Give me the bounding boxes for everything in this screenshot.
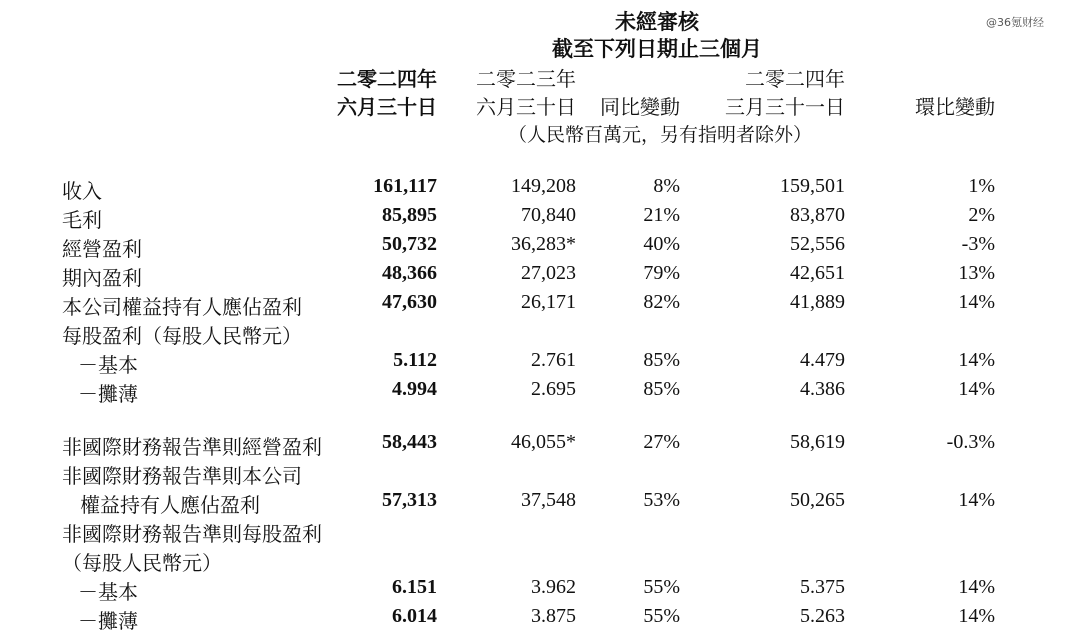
row-label: 非國際財務報告準則經營盈利 <box>62 437 322 459</box>
qoq-change: 13% <box>958 262 995 284</box>
row-label: （每股人民幣元） <box>62 553 222 575</box>
value-2024-q1: 4.479 <box>800 349 845 371</box>
row-label: －攤薄 <box>78 384 138 406</box>
yoy-change: 55% <box>643 576 680 598</box>
value-2023-q2: 26,171 <box>521 291 576 313</box>
col-yoy-header: 同比變動 <box>600 97 680 119</box>
yoy-change: 82% <box>643 291 680 313</box>
value-2024-q1: 83,870 <box>790 204 845 226</box>
value-2023-q2: 27,023 <box>521 262 576 284</box>
table-row <box>0 262 1080 291</box>
yoy-change: 85% <box>643 349 680 371</box>
row-label: －基本 <box>78 355 138 377</box>
value-2024-q1: 52,556 <box>790 233 845 255</box>
qoq-change: -3% <box>961 233 995 255</box>
table-row <box>0 320 1080 349</box>
table-row <box>0 378 1080 407</box>
qoq-change: 2% <box>968 204 995 226</box>
yoy-change: 55% <box>643 605 680 627</box>
value-2024-q1: 4.386 <box>800 378 845 400</box>
col-2024-header-line1: 二零二四年 <box>337 69 437 91</box>
row-label: 毛利 <box>62 210 102 232</box>
qoq-change: -0.3% <box>946 431 995 453</box>
col-2024-header-line2: 六月三十日 <box>337 97 437 119</box>
row-label: 收入 <box>62 181 102 203</box>
table-row <box>0 576 1080 605</box>
value-2023-q2: 46,055* <box>511 431 576 453</box>
header-title: 未經審核 <box>615 10 699 34</box>
value-2023-q2: 36,283* <box>511 233 576 255</box>
value-2023-q2: 3.962 <box>531 576 576 598</box>
value-2024-q2: 50,732 <box>382 233 437 255</box>
watermark: @36氪财经 <box>986 16 1044 29</box>
yoy-change: 85% <box>643 378 680 400</box>
qoq-change: 14% <box>958 489 995 511</box>
value-2024-q2: 4.994 <box>392 378 437 400</box>
value-2023-q2: 2.761 <box>531 349 576 371</box>
value-2024-q2: 48,366 <box>382 262 437 284</box>
qoq-change: 14% <box>958 349 995 371</box>
yoy-change: 79% <box>643 262 680 284</box>
value-2024-q1: 5.263 <box>800 605 845 627</box>
value-2024-q2: 6.151 <box>392 576 437 598</box>
unit-note: （人民幣百萬元，另有指明者除外） <box>508 125 813 146</box>
value-2024-q1: 5.375 <box>800 576 845 598</box>
yoy-change: 53% <box>643 489 680 511</box>
value-2023-q2: 37,548 <box>521 489 576 511</box>
yoy-change: 40% <box>643 233 680 255</box>
value-2024-q2: 161,117 <box>373 175 437 197</box>
col-q1-header-line2: 三月三十一日 <box>725 97 845 119</box>
row-label: 權益持有人應佔盈利 <box>80 495 260 517</box>
table-row <box>0 204 1080 233</box>
table-row <box>0 431 1080 460</box>
col-qoq-header: 環比變動 <box>915 97 995 119</box>
value-2024-q1: 41,889 <box>790 291 845 313</box>
qoq-change: 14% <box>958 605 995 627</box>
value-2024-q1: 58,619 <box>790 431 845 453</box>
row-label: 非國際財務報告準則每股盈利 <box>62 524 322 546</box>
table-row <box>0 175 1080 204</box>
col-q1-header-line1: 二零二四年 <box>745 69 845 91</box>
table-row <box>0 518 1080 547</box>
table-row <box>0 349 1080 378</box>
header-subtitle: 截至下列日期止三個月 <box>552 37 762 61</box>
value-2023-q2: 149,208 <box>511 175 576 197</box>
table-row <box>0 460 1080 489</box>
qoq-change: 14% <box>958 378 995 400</box>
row-label: 期內盈利 <box>62 268 142 290</box>
yoy-change: 21% <box>643 204 680 226</box>
value-2024-q2: 6.014 <box>392 605 437 627</box>
yoy-change: 8% <box>653 175 680 197</box>
qoq-change: 1% <box>968 175 995 197</box>
row-label: －基本 <box>78 582 138 604</box>
table-row <box>0 489 1080 518</box>
value-2024-q1: 42,651 <box>790 262 845 284</box>
yoy-change: 27% <box>643 431 680 453</box>
col-2023-header-line1: 二零二三年 <box>476 69 576 91</box>
table-row <box>0 291 1080 320</box>
value-2024-q2: 47,630 <box>382 291 437 313</box>
value-2024-q1: 159,501 <box>780 175 845 197</box>
value-2023-q2: 2.695 <box>531 378 576 400</box>
table-row <box>0 547 1080 576</box>
value-2023-q2: 70,840 <box>521 204 576 226</box>
value-2024-q2: 85,895 <box>382 204 437 226</box>
table-row <box>0 233 1080 262</box>
value-2024-q1: 50,265 <box>790 489 845 511</box>
qoq-change: 14% <box>958 576 995 598</box>
row-label: 非國際財務報告準則本公司 <box>62 466 302 488</box>
col-2023-header-line2: 六月三十日 <box>476 97 576 119</box>
value-2024-q2: 57,313 <box>382 489 437 511</box>
value-2023-q2: 3.875 <box>531 605 576 627</box>
row-label: 經營盈利 <box>62 239 142 261</box>
table-row <box>0 605 1080 634</box>
row-label: 每股盈利（每股人民幣元） <box>62 326 302 348</box>
value-2024-q2: 5.112 <box>393 349 437 371</box>
row-label: 本公司權益持有人應佔盈利 <box>62 297 302 319</box>
row-label: －攤薄 <box>78 611 138 633</box>
value-2024-q2: 58,443 <box>382 431 437 453</box>
qoq-change: 14% <box>958 291 995 313</box>
